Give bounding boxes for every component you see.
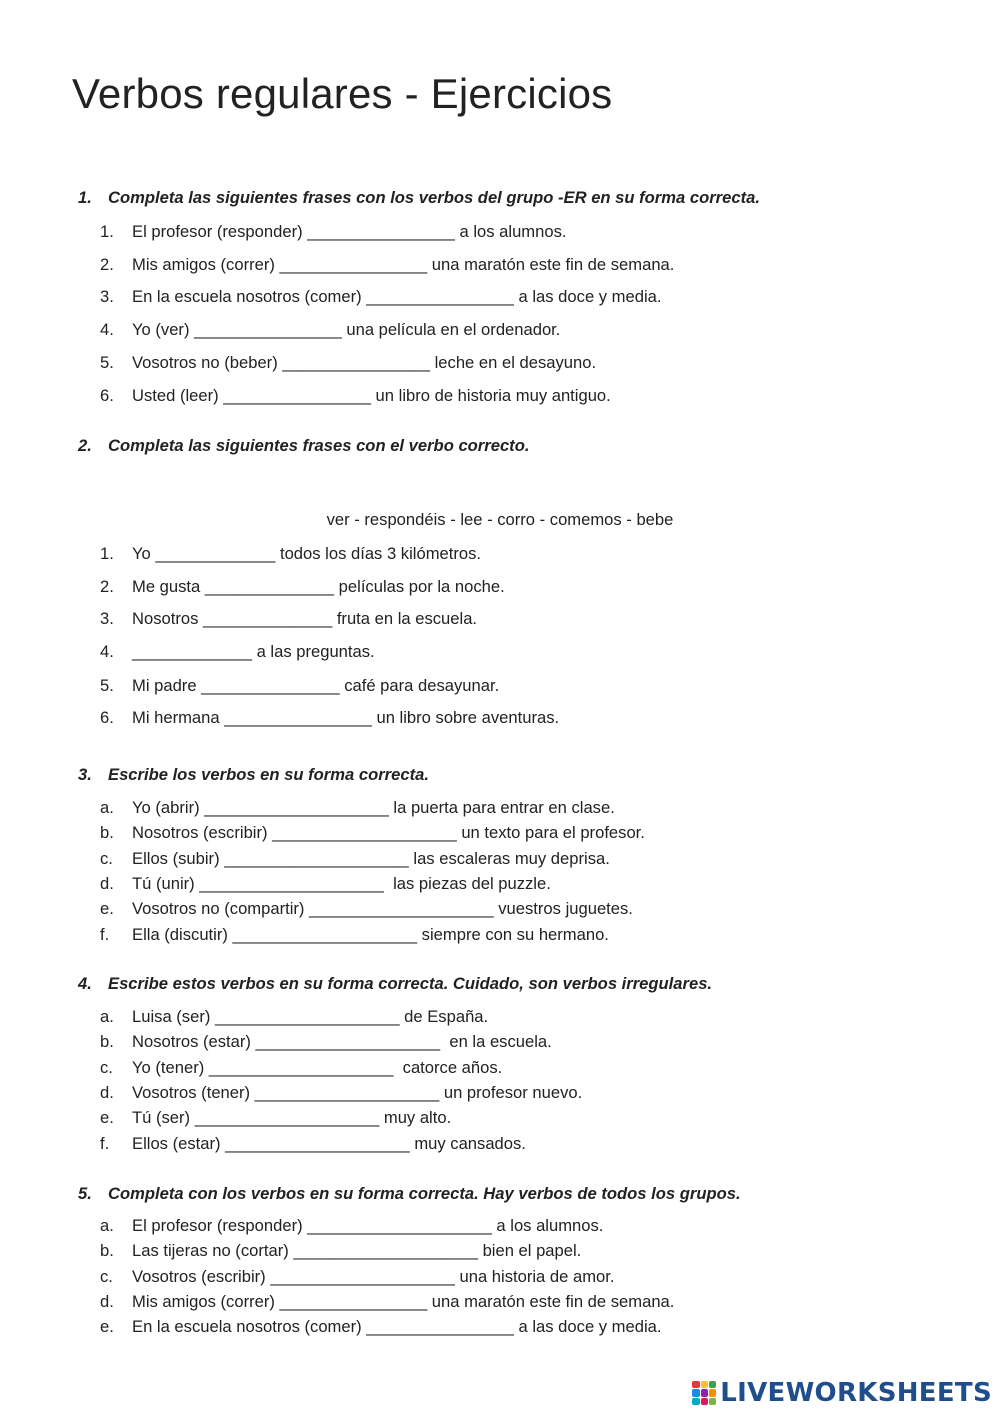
logo-tile bbox=[701, 1381, 708, 1388]
exercise-instruction: Completa las siguientes frases con el verbo correcto. bbox=[108, 436, 530, 455]
logo-tile bbox=[701, 1398, 708, 1405]
item-number: 4. bbox=[100, 642, 114, 661]
item-number: f. bbox=[100, 1134, 110, 1153]
logo-tile bbox=[701, 1389, 708, 1396]
list-item[interactable] bbox=[100, 320, 560, 340]
item-text: Nosotros ______________ fruta en la escuela. bbox=[132, 609, 478, 628]
list-item[interactable] bbox=[100, 925, 609, 945]
item-text: Ellos (estar) ____________________ muy cansados. bbox=[132, 1134, 526, 1153]
item-text: Nosotros (escribir) ____________________ un texto para el profesor. bbox=[132, 823, 645, 842]
list-item[interactable] bbox=[100, 609, 477, 629]
item-number: a. bbox=[100, 1007, 114, 1026]
item-text: Mi padre _______________ café para desayunar. bbox=[132, 676, 500, 695]
item-text: Luisa (ser) ____________________ de España. bbox=[132, 1007, 489, 1026]
list-item[interactable] bbox=[100, 1134, 526, 1154]
item-number: b. bbox=[100, 823, 114, 842]
list-item[interactable] bbox=[100, 222, 567, 242]
list-item[interactable] bbox=[100, 1007, 488, 1027]
item-number: 5. bbox=[100, 676, 114, 695]
item-text: Vosotros no (beber) ________________ leche en el desayuno. bbox=[132, 353, 597, 372]
exercise-instruction: Escribe los verbos en su forma correcta. bbox=[108, 765, 429, 784]
item-number: e. bbox=[100, 1317, 114, 1336]
list-item[interactable] bbox=[100, 1241, 581, 1261]
item-number: c. bbox=[100, 849, 113, 868]
logo-tile bbox=[692, 1398, 699, 1405]
item-number: e. bbox=[100, 1108, 114, 1127]
list-item[interactable] bbox=[100, 1058, 502, 1078]
item-number: 3. bbox=[100, 609, 114, 628]
list-item[interactable] bbox=[100, 386, 611, 406]
list-item[interactable] bbox=[100, 1108, 451, 1128]
exercise-3-heading bbox=[78, 765, 429, 785]
exercise-1-heading bbox=[78, 188, 760, 208]
list-item[interactable] bbox=[100, 353, 596, 373]
liveworksheets-logo[interactable] bbox=[692, 1378, 992, 1408]
list-item[interactable] bbox=[100, 577, 505, 597]
item-number: a. bbox=[100, 1216, 114, 1235]
list-item[interactable] bbox=[100, 874, 551, 894]
item-text: Ellos (subir) ____________________ las escaleras muy deprisa. bbox=[132, 849, 610, 868]
logo-tile bbox=[709, 1381, 716, 1388]
exercise-number: 2. bbox=[78, 436, 92, 455]
logo-text: LIVEWORKSHEETS bbox=[720, 1378, 992, 1408]
list-item[interactable] bbox=[100, 642, 375, 662]
exercise-number: 3. bbox=[78, 765, 92, 784]
item-text: Las tijeras no (cortar) ____________________ bien el papel. bbox=[132, 1241, 582, 1260]
list-item[interactable] bbox=[100, 798, 615, 818]
exercise-instruction: Escribe estos verbos en su forma correcta. Cuidado, son verbos irregulares. bbox=[108, 974, 713, 993]
list-item[interactable] bbox=[100, 1267, 614, 1287]
page-title: Verbos regulares - Ejercicios bbox=[72, 70, 613, 117]
item-text: Mis amigos (correr) ________________ una maratón este fin de semana. bbox=[132, 255, 675, 274]
item-number: 1. bbox=[100, 544, 114, 563]
item-text: Vosotros (tener) ____________________ un profesor nuevo. bbox=[132, 1083, 583, 1102]
item-text: Yo (tener) ____________________ catorce años. bbox=[132, 1058, 503, 1077]
item-text: En la escuela nosotros (comer) ________________ a las doce y media. bbox=[132, 1317, 662, 1336]
list-item[interactable] bbox=[100, 1292, 674, 1312]
list-item[interactable] bbox=[100, 1317, 662, 1337]
item-number: 3. bbox=[100, 287, 114, 306]
item-number: 4. bbox=[100, 320, 114, 339]
item-text: Vosotros (escribir) ____________________ una historia de amor. bbox=[132, 1267, 615, 1286]
item-text: Mi hermana ________________ un libro sobre aventuras. bbox=[132, 708, 560, 727]
item-text: Tú (unir) ____________________ las piezas del puzzle. bbox=[132, 874, 551, 893]
exercise-instruction: Completa las siguientes frases con los verbos del grupo -ER en su forma correcta. bbox=[108, 188, 760, 207]
item-text: Me gusta ______________ películas por la noche. bbox=[132, 577, 505, 596]
item-number: d. bbox=[100, 874, 114, 893]
item-number: 6. bbox=[100, 708, 114, 727]
item-number: 5. bbox=[100, 353, 114, 372]
list-item[interactable] bbox=[100, 1032, 552, 1052]
item-text: Usted (leer) ________________ un libro de historia muy antiguo. bbox=[132, 386, 611, 405]
item-text: Mis amigos (correr) ________________ una maratón este fin de semana. bbox=[132, 1292, 675, 1311]
item-text: _____________ a las preguntas. bbox=[132, 642, 375, 661]
item-text: Nosotros (estar) ____________________ en la escuela. bbox=[132, 1032, 552, 1051]
list-item[interactable] bbox=[100, 1216, 603, 1236]
item-text: El profesor (responder) ________________ a los alumnos. bbox=[132, 222, 567, 241]
item-number: b. bbox=[100, 1241, 114, 1260]
logo-tile bbox=[709, 1389, 716, 1396]
item-text: Yo (ver) ________________ una película en el ordenador. bbox=[132, 320, 561, 339]
logo-tile bbox=[692, 1389, 699, 1396]
item-number: 1. bbox=[100, 222, 114, 241]
word-bank: ver - respondéis - lee - corro - comemos - bebe bbox=[326, 509, 674, 529]
item-number: 2. bbox=[100, 255, 114, 274]
list-item[interactable] bbox=[100, 823, 645, 843]
list-item[interactable] bbox=[100, 676, 499, 696]
exercise-4-heading bbox=[78, 974, 712, 994]
logo-tile bbox=[709, 1398, 716, 1405]
item-number: 2. bbox=[100, 577, 114, 596]
item-text: Tú (ser) ____________________ muy alto. bbox=[132, 1108, 452, 1127]
item-number: c. bbox=[100, 1267, 113, 1286]
exercise-2-heading bbox=[78, 436, 529, 456]
list-item[interactable] bbox=[100, 708, 559, 728]
item-number: c. bbox=[100, 1058, 113, 1077]
item-number: e. bbox=[100, 899, 114, 918]
item-number: a. bbox=[100, 798, 114, 817]
list-item[interactable] bbox=[100, 287, 662, 307]
list-item[interactable] bbox=[100, 1083, 582, 1103]
exercise-number: 5. bbox=[78, 1184, 92, 1203]
item-number: d. bbox=[100, 1083, 114, 1102]
item-text: Ella (discutir) ____________________ siempre con su hermano. bbox=[132, 925, 609, 944]
item-text: Yo _____________ todos los días 3 kilómetros. bbox=[132, 544, 482, 563]
liveworksheets-mark-icon bbox=[692, 1381, 716, 1405]
list-item[interactable] bbox=[100, 849, 610, 869]
item-text: El profesor (responder) ____________________ a los alumnos. bbox=[132, 1216, 604, 1235]
exercise-number: 1. bbox=[78, 188, 92, 207]
exercise-5-heading bbox=[78, 1184, 741, 1204]
exercise-number: 4. bbox=[78, 974, 92, 993]
item-number: d. bbox=[100, 1292, 114, 1311]
item-number: f. bbox=[100, 925, 110, 944]
exercise-instruction: Completa con los verbos en su forma correcta. Hay verbos de todos los grupos. bbox=[108, 1184, 741, 1203]
item-number: 6. bbox=[100, 386, 114, 405]
item-text: Vosotros no (compartir) ____________________ vuestros juguetes. bbox=[132, 899, 633, 918]
item-text: En la escuela nosotros (comer) ________________ a las doce y media. bbox=[132, 287, 662, 306]
item-number: b. bbox=[100, 1032, 114, 1051]
item-text: Yo (abrir) ____________________ la puerta para entrar en clase. bbox=[132, 798, 615, 817]
list-item[interactable] bbox=[100, 255, 674, 275]
list-item[interactable] bbox=[100, 544, 481, 564]
logo-tile bbox=[692, 1381, 699, 1388]
list-item[interactable] bbox=[100, 899, 633, 919]
